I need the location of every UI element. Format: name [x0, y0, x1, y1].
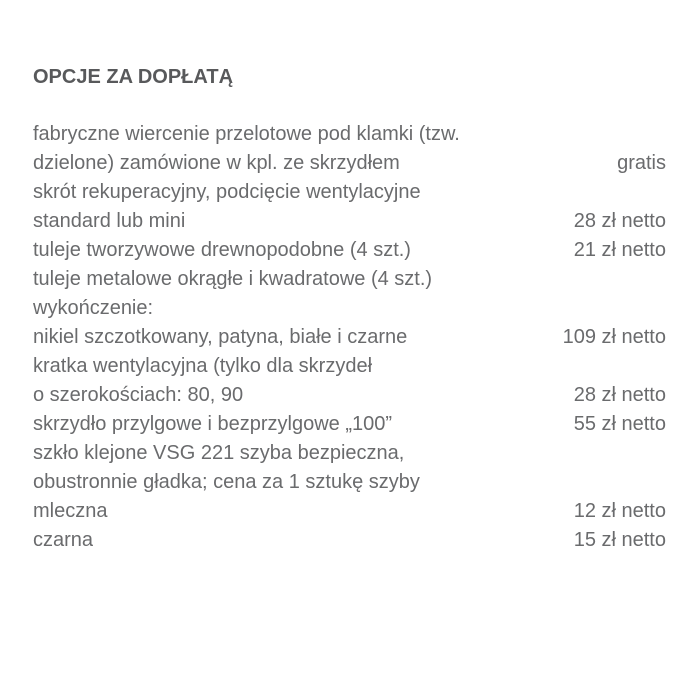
description-line: tuleje metalowe okrągłe i kwadratowe (4 szt.)	[33, 268, 433, 290]
item-description	[33, 265, 551, 352]
description-line: dzielone) zamówione w kpl. ze skrzydłem	[33, 152, 400, 174]
price-row-plastic-sleeves	[33, 236, 666, 265]
item-price: 15 zł netto	[573, 529, 666, 551]
item-price: 12 zł netto	[573, 500, 666, 522]
item-price: 21 zł netto	[573, 239, 666, 261]
price-row-ventilation-grille	[33, 352, 666, 410]
item-description	[33, 352, 562, 410]
description-line: wykończenie:	[33, 297, 154, 319]
section-title: OPCJE ZA DOPŁATĄ	[33, 66, 234, 88]
item-description	[33, 439, 562, 526]
item-description	[33, 120, 605, 178]
item-price: 28 zł netto	[573, 210, 666, 232]
description-line: obustronnie gładka; cena za 1 sztukę szyby	[33, 471, 420, 493]
description-line: fabryczne wiercenie przelotowe pod klamki (tzw.	[33, 123, 460, 145]
item-price: 28 zł netto	[573, 384, 666, 406]
description-line: standard lub mini	[33, 210, 186, 232]
price-row-drilling	[33, 120, 666, 178]
description-line: skrót rekuperacyjny, podcięcie wentylacyjne	[33, 181, 421, 203]
price-table	[33, 120, 666, 555]
price-row-metal-sleeves	[33, 265, 666, 352]
item-price: gratis	[617, 152, 666, 174]
price-row-vsg-glass-black	[33, 526, 666, 555]
description-line: tuleje tworzywowe drewnopodobne (4 szt.)	[33, 239, 411, 261]
description-line: mleczna	[33, 500, 108, 522]
item-price: 109 zł netto	[562, 326, 666, 348]
item-description	[33, 410, 562, 439]
description-line: czarna	[33, 529, 94, 551]
item-price: 55 zł netto	[573, 413, 666, 435]
description-line: o szerokościach: 80, 90	[33, 384, 244, 406]
price-row-ventilation-undercut	[33, 178, 666, 236]
item-description	[33, 526, 562, 555]
description-line: kratka wentylacyjna (tylko dla skrzydeł	[33, 355, 373, 377]
item-description	[33, 178, 562, 236]
price-row-vsg-glass-milky	[33, 439, 666, 526]
price-row-leaf-100	[33, 410, 666, 439]
description-line: szkło klejone VSG 221 szyba bezpieczna,	[33, 442, 405, 464]
description-line: nikiel szczotkowany, patyna, białe i czarne	[33, 326, 408, 348]
description-line: skrzydło przylgowe i bezprzylgowe „100”	[33, 413, 393, 435]
item-description	[33, 236, 562, 265]
